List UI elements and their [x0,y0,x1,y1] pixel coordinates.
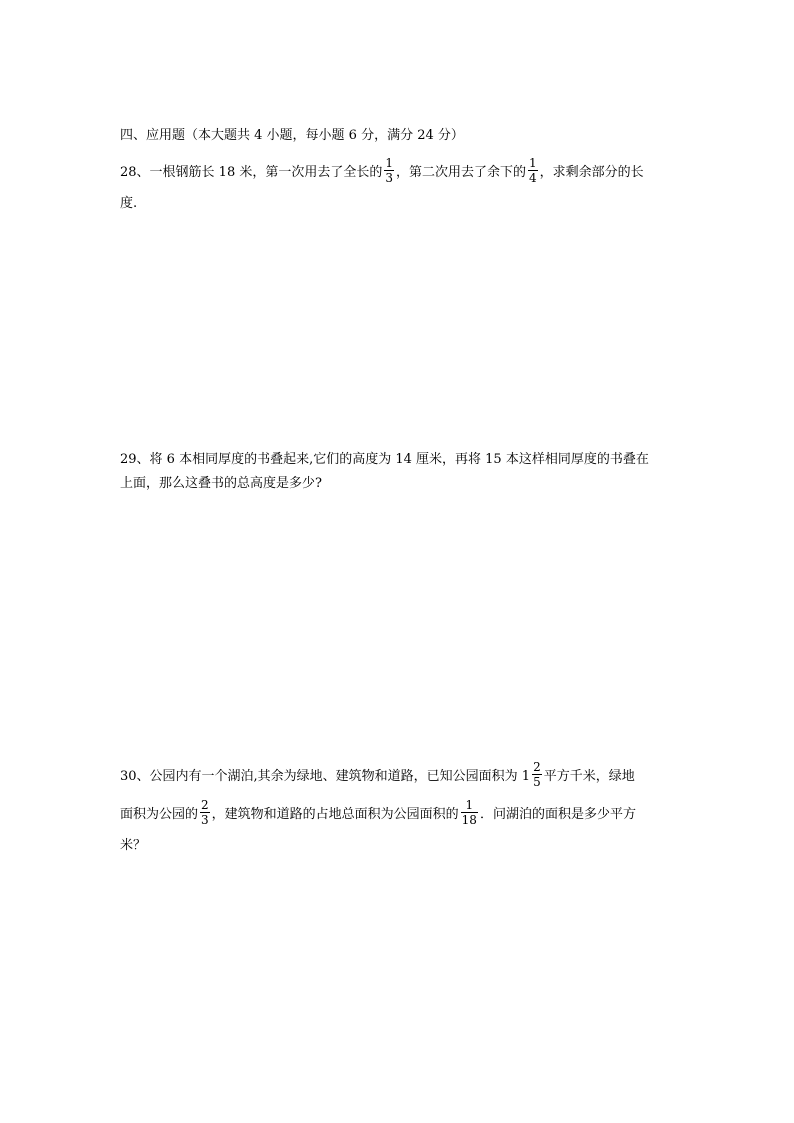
q30-fraction-2 [461,798,478,827]
question-30-line-3: 米？ [120,838,147,853]
q30-text-4: ，建筑物和道路的占地总面积为公园面积的 [211,807,459,822]
question-28-line-1 [120,158,644,187]
q30-text-1: 30、公园内有一个湖泊,其余为绿地、建筑物和道路，已知公园面积为 1 [120,769,531,784]
q30-text-3: 面积为公园的 [120,807,199,822]
q30-mixed-denominator: 5 [533,775,541,789]
q30-fraction-2-denominator: 18 [461,813,477,827]
q30-mixed-fraction [532,760,542,789]
q30-fraction-1-numerator: 2 [201,798,209,812]
question-29-line-1: 29、将 6 本相同厚度的书叠起来,它们的高度为 14 厘米，再将 15 本这样相同厚度的书叠在 [120,452,649,467]
q30-fraction-1-denominator: 3 [201,813,209,827]
q28-fraction-1 [384,156,394,185]
q30-text-2: 平方千米，绿地 [543,769,635,784]
q30-mixed-numerator: 2 [533,760,541,774]
q28-fraction-2-denominator: 4 [529,171,537,185]
question-28-line-2: 度. [120,196,138,211]
q30-fraction-2-numerator: 1 [461,798,478,813]
section-heading: 四、应用题（本大题共 4 小题，每小题 6 分，满分 24 分） [120,128,464,143]
q28-fraction-1-numerator: 1 [385,156,393,170]
q30-text-5: ．问湖泊的面积是多少平方 [479,807,636,822]
q28-text-3: ，求剩余部分的长 [539,165,644,180]
question-29-line-2: 上面，那么这叠书的总高度是多少? [120,476,322,491]
q30-fraction-1 [200,798,210,827]
q28-text-2: ，第二次用去了余下的 [396,165,527,180]
question-30-line-1 [120,762,635,791]
q28-text-1: 28、一根钢筋长 18 米，第一次用去了全长的 [120,165,383,180]
q28-fraction-2 [528,156,538,185]
question-30-line-2 [120,800,636,829]
q28-fraction-2-numerator: 1 [529,156,537,170]
q28-fraction-1-denominator: 3 [385,171,393,185]
